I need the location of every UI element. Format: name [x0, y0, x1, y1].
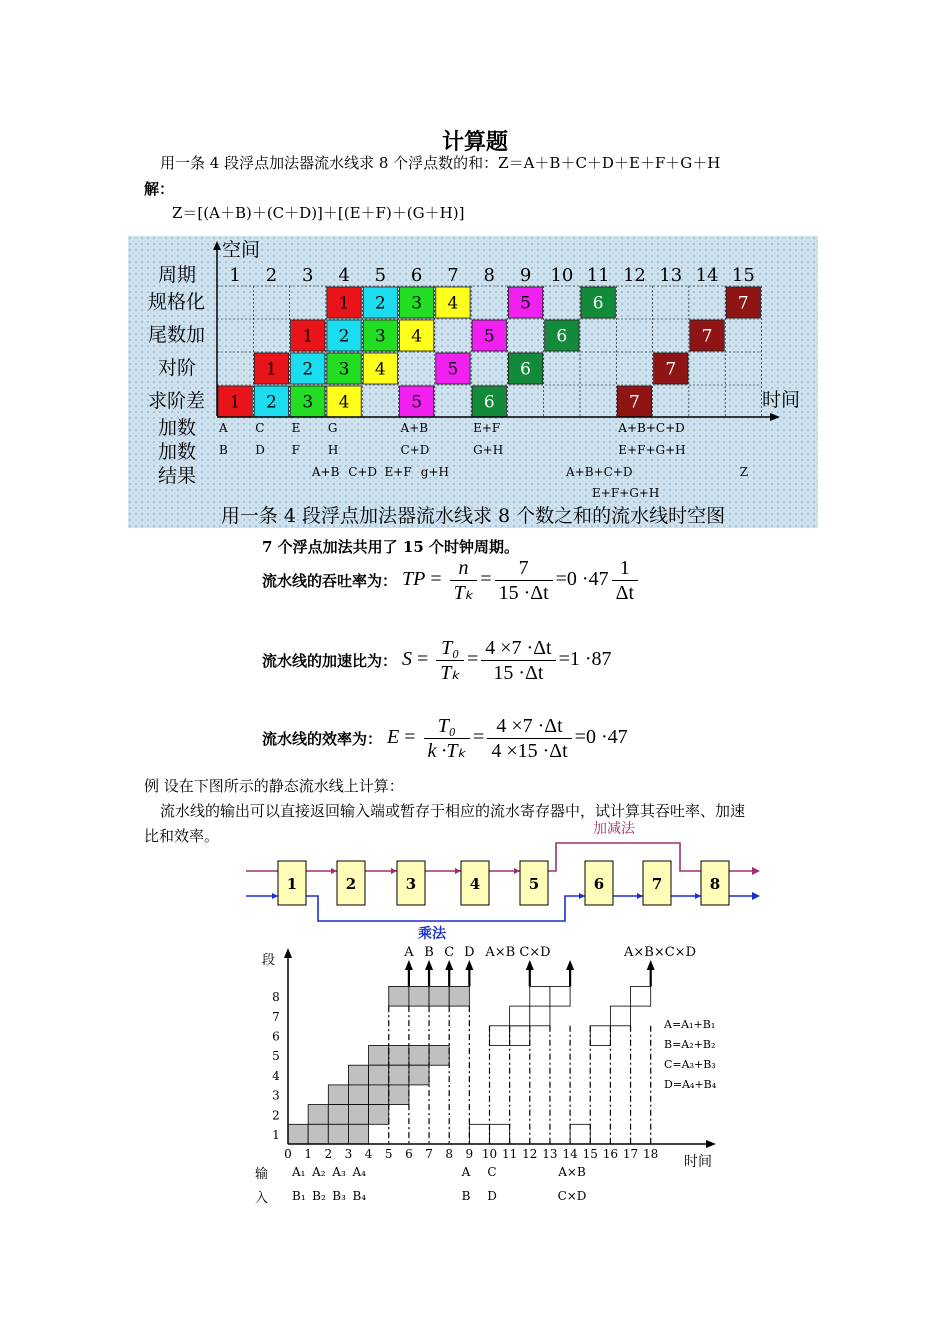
e-lhs: E [387, 726, 400, 749]
cycle-number: 1 [229, 265, 241, 286]
task-number: 3 [374, 326, 386, 347]
output-arrowhead [465, 960, 473, 970]
add-bypass [548, 843, 701, 871]
busy-cell [348, 1105, 368, 1125]
task-number: 6 [592, 293, 604, 314]
task-number: 3 [411, 293, 423, 314]
operand-2: G+H [473, 443, 504, 457]
s-result: =1 ·87 [558, 648, 612, 671]
add-sub-label: 加减法 [593, 821, 635, 837]
cycle-number: 14 [695, 265, 719, 286]
busy-cell [328, 1124, 348, 1144]
task-number: 2 [374, 293, 386, 314]
output-arrowhead [425, 960, 433, 970]
e-result: =0 ·47 [574, 726, 628, 749]
time-tick: 8 [445, 1147, 454, 1161]
stage-tick: 3 [272, 1088, 280, 1103]
operand-2: D [255, 443, 265, 457]
stage-tick: 1 [272, 1128, 280, 1142]
time-tick: 10 [481, 1147, 498, 1161]
busy-cell [369, 1085, 389, 1105]
space-label: 空间 [222, 239, 261, 261]
time-tick: 0 [284, 1147, 292, 1161]
input-b: B₄ [352, 1189, 367, 1203]
mul-arrow [579, 893, 585, 899]
stage-tick: 6 [272, 1029, 280, 1044]
busy-cell [409, 1046, 429, 1066]
result-label: E+F [384, 465, 412, 479]
busy-cell [348, 1065, 368, 1085]
cycle-number: 15 [731, 265, 755, 286]
input-label-2: 入 [255, 1191, 269, 1206]
mul-arrow [637, 893, 643, 899]
busy-cell [369, 1105, 389, 1125]
row-label-addend-1: 加数 [158, 417, 197, 439]
cycle-number: 3 [302, 265, 314, 286]
solution-label: 解： [144, 180, 175, 198]
s-lhs: S [402, 648, 413, 671]
pipeline-stage-number: 3 [405, 875, 417, 893]
task-number: 5 [483, 326, 495, 347]
stage-label-normalize: 规格化 [148, 291, 206, 313]
row-label-result: 结果 [158, 465, 197, 487]
tp-frac1-num: n [458, 557, 469, 579]
operand-1: A [219, 421, 228, 435]
output-arrowhead [405, 960, 413, 970]
busy-cell-mul [469, 1124, 489, 1144]
task-number: 7 [665, 359, 677, 380]
time-tick: 12 [522, 1147, 538, 1161]
time-tick: 13 [542, 1147, 558, 1161]
page-title: 计算题 [441, 129, 508, 155]
time-tick: 11 [502, 1147, 518, 1161]
busy-cell-mul [490, 1026, 510, 1046]
operand-1: E+F [473, 421, 501, 435]
time-tick: 9 [465, 1147, 474, 1161]
result-label-extra: E+F+G+H [592, 486, 660, 500]
task-number: 1 [266, 359, 277, 380]
row1-mid-c: C [487, 1165, 497, 1179]
cycle-number: 13 [659, 265, 683, 286]
result-label: Z [739, 465, 749, 479]
output-label: A [404, 945, 414, 960]
task-number: 5 [411, 392, 423, 413]
cycle-number: 9 [519, 265, 532, 286]
busy-cell-mul [510, 1026, 530, 1046]
cycle-number: 8 [483, 265, 495, 286]
operand-1: A+B+C+D [618, 421, 685, 435]
busy-cell [348, 1124, 368, 1144]
throughput-equation: 流水线的吞吐率为： TP = $\frac{n}{\text{Tₖ}}$ = $\frac{7}{15 \cdot\Delta t}$ =0 ·47 $\frac{1}{\Delta t}$ [262, 556, 641, 605]
input-a: A₃ [332, 1165, 346, 1179]
busy-cell [308, 1124, 328, 1144]
busy-cell [389, 986, 409, 1006]
busy-cell [369, 1065, 389, 1085]
e-frac2-num: 4 ×7 ·Δt [487, 714, 571, 739]
input-a: A₂ [312, 1165, 326, 1179]
result-label: A+B [311, 465, 340, 479]
output-label: C [444, 945, 455, 960]
busy-cell-mul [610, 1006, 630, 1026]
pipeline-stage-number: 4 [469, 875, 481, 893]
task-number: 7 [701, 326, 713, 347]
tp-lhs: TP [402, 568, 426, 591]
pipeline-stage-number: 7 [651, 875, 663, 893]
operand-1: G [327, 421, 338, 435]
pipeline-stage-number: 5 [528, 875, 540, 893]
pipeline-diagram [240, 815, 770, 945]
time-tick: 4 [364, 1147, 373, 1161]
operand-2: H [327, 443, 339, 457]
stage-label-align: 对阶 [158, 357, 197, 379]
task-number: 3 [302, 392, 314, 413]
cycle-number: 12 [622, 265, 646, 286]
busy-cell [348, 1085, 368, 1105]
example-intro: 例 设在下图所示的静态流水线上计算： [144, 777, 404, 795]
result-label: A+B+C+D [566, 465, 633, 479]
output-ab-cd: A×B C×D [485, 945, 551, 960]
busy-cell [429, 986, 449, 1006]
operand-2: B [219, 443, 228, 457]
timing-time-axis-arrow [706, 1140, 716, 1148]
tp-frac2-num: 7 [495, 556, 553, 581]
input-a: A₁ [292, 1165, 306, 1179]
legend-b: B=A₂+B₂ [664, 1038, 716, 1051]
row2-mid-b: B [461, 1189, 471, 1203]
efficiency-label: 流水线的效率为： [262, 730, 383, 748]
cycle-number: 7 [447, 265, 459, 286]
task-number: 2 [302, 359, 314, 380]
stage-tick: 2 [272, 1108, 280, 1123]
row2-end: C×D [557, 1189, 587, 1203]
throughput-label: 流水线的吞吐率为： [262, 572, 398, 590]
tp-frac1-den: Tₖ [453, 582, 474, 604]
output-arrowhead [566, 960, 574, 970]
task-number: 1 [229, 392, 241, 413]
output-label: D [464, 945, 475, 960]
example-text-1: 流水线的输出可以直接返回输入端或暂存于相应的流水寄存器中，试计算其吞吐率、加速 [160, 802, 746, 820]
busy-cell [389, 1046, 409, 1066]
time-tick: 7 [425, 1147, 433, 1161]
operand-2: F [291, 443, 300, 457]
tp-frac2-den: 15 ·Δt [498, 582, 549, 604]
cycle-number: 2 [265, 265, 278, 286]
timing-diagram [250, 940, 740, 1210]
busy-cell-mul [490, 1124, 510, 1144]
input-b: B₁ [292, 1189, 306, 1203]
time-tick: 5 [384, 1147, 393, 1161]
time-tick: 6 [405, 1147, 413, 1161]
cycle-number: 5 [374, 265, 387, 286]
busy-cell [389, 1065, 409, 1085]
task-number: 1 [338, 293, 350, 314]
cycle-number: 11 [586, 265, 610, 286]
busy-cell [288, 1124, 308, 1144]
operand-1: A+B [400, 421, 429, 435]
cycle-number: 10 [550, 265, 574, 286]
task-number: 5 [447, 359, 459, 380]
pipeline-stage-number: 6 [593, 875, 605, 893]
stage-tick: 7 [272, 1009, 280, 1024]
stage-label-exp-diff: 求阶差 [148, 390, 206, 412]
mul-out-arrow [752, 892, 760, 900]
operand-1: C [255, 421, 265, 435]
operand-1: E [291, 421, 301, 435]
legend-d: D=A₄+B₄ [664, 1078, 717, 1091]
tp-frac3-num: 1 [612, 556, 638, 581]
operand-2: E+F+G+H [618, 443, 686, 457]
input-label-1: 输 [255, 1167, 269, 1182]
s-frac1-num: T₀ [441, 637, 460, 659]
e-frac2-den: 4 ×15 ·Δt [491, 740, 568, 762]
timing-time-label: 时间 [684, 1154, 712, 1170]
busy-cell [409, 986, 429, 1006]
busy-cell-mul [530, 1006, 550, 1026]
s-frac2-den: 15 ·Δt [493, 662, 544, 684]
example-text-2: 比和效率。 [144, 827, 220, 845]
sum-formula: Z＝[(A＋B)＋(C＋D)]＋[(E＋F)＋(G＋H)] [172, 204, 465, 222]
time-tick: 16 [602, 1147, 619, 1161]
add-arrow [331, 868, 337, 874]
task-number: 4 [411, 326, 423, 347]
busy-cell-mul [530, 986, 550, 1006]
time-tick: 17 [622, 1147, 639, 1161]
busy-cell-mul [590, 1026, 610, 1046]
busy-cell-mul [550, 986, 570, 1006]
cycle-number: 6 [410, 265, 423, 286]
busy-cell [449, 986, 469, 1006]
time-tick: 1 [304, 1147, 312, 1161]
task-number: 6 [520, 359, 531, 380]
row1-mid-a: A [461, 1165, 471, 1179]
busy-cell [389, 1085, 409, 1105]
busy-cell-mul [510, 1006, 530, 1026]
add-arrow [455, 868, 461, 874]
space-time-diagram [128, 236, 818, 528]
stage-axis-arrow [284, 948, 292, 958]
mul-arrow [695, 893, 701, 899]
busy-cell [409, 1065, 429, 1085]
legend-a: A=A₁+B₁ [664, 1018, 716, 1031]
task-number: 4 [338, 392, 350, 413]
mul-arrow [272, 893, 278, 899]
task-number: 2 [266, 392, 277, 413]
result-label: g+H [420, 465, 450, 479]
speedup-equation: 流水线的加速比为： S = $\frac{\text{T₀}}{\text{Tₖ}}$ = $\frac{4 \times 7 \cdot\Delta t}{15 \cdot\Delta t}$ =1 ·87 [262, 637, 612, 684]
period-label: 周期 [158, 264, 197, 286]
input-b: B₃ [332, 1189, 346, 1203]
s-frac2-num: 4 ×7 ·Δt [481, 636, 555, 661]
input-a: A₄ [352, 1165, 366, 1179]
e-frac1-den: k ·Tₖ [427, 740, 467, 762]
pipeline-stage-number: 1 [286, 875, 298, 893]
busy-cell [308, 1105, 328, 1125]
stage-tick: 8 [272, 990, 280, 1005]
efficiency-equation: 流水线的效率为： E = $\frac{\text{T₀}}{\text{k ·Tₖ}}$ = $\frac{4 \times 7 \cdot\Delta t}{4 \times 15 \cdot\Delta t}$ =0 ·47 [262, 715, 628, 762]
add-arrow [391, 868, 397, 874]
diagram-caption: 用一条 4 段浮点加法器流水线求 8 个数之和的流水线时空图 [220, 505, 726, 527]
tp-frac3-den: Δt [615, 582, 635, 604]
e-frac1-num: T₀ [437, 715, 456, 737]
task-number: 2 [338, 326, 350, 347]
row2-mid-d: D [487, 1189, 497, 1203]
tp-result: =0 ·47 [555, 568, 609, 591]
task-number: 4 [374, 359, 386, 380]
time-tick: 14 [562, 1147, 578, 1161]
stage-tick: 4 [272, 1068, 280, 1083]
s-frac1-den: Tₖ [440, 662, 460, 684]
output-arrowhead [647, 960, 655, 970]
task-number: 3 [338, 359, 350, 380]
busy-cell-mul [631, 986, 651, 1006]
task-number: 7 [629, 392, 640, 413]
task-number: 7 [737, 293, 749, 314]
input-b: B₂ [312, 1189, 326, 1203]
busy-cell [328, 1105, 348, 1125]
multiply-label: 乘法 [418, 926, 446, 942]
operand-2: C+D [400, 443, 430, 457]
busy-cell [429, 1046, 449, 1066]
time-tick: 18 [643, 1147, 659, 1161]
speedup-label: 流水线的加速比为： [262, 652, 398, 670]
row1-end: A×B [558, 1165, 586, 1179]
busy-cell [328, 1085, 348, 1105]
legend-c: C=A₃+B₃ [664, 1058, 716, 1071]
row-label-addend-2: 加数 [158, 441, 197, 463]
cycles-note: 7 个浮点加法共用了 15 个时钟周期。 [262, 538, 519, 556]
output-arrowhead [526, 960, 534, 970]
stage-axis-label: 段 [262, 953, 276, 968]
pipeline-stage-number: 8 [709, 875, 721, 893]
time-tick: 15 [582, 1147, 598, 1161]
time-tick: 2 [324, 1147, 333, 1161]
output-arrowhead [445, 960, 453, 970]
add-out-arrow [752, 867, 760, 875]
output-label: B [424, 945, 434, 960]
problem-statement: 用一条 4 段浮点加法器流水线求 8 个浮点数的和：Z＝A＋B＋C＋D＋E＋F＋G＋H [160, 154, 721, 172]
task-number: 6 [483, 392, 495, 413]
time-label: 时间 [762, 389, 801, 411]
stage-label-mantissa-add: 尾数加 [148, 324, 206, 346]
cycle-number: 4 [338, 265, 350, 286]
task-number: 1 [302, 326, 314, 347]
task-number: 4 [447, 293, 459, 314]
busy-cell-mul [570, 1124, 590, 1144]
add-arrow [514, 868, 520, 874]
stage-tick: 5 [272, 1049, 280, 1064]
task-number: 5 [520, 293, 531, 314]
result-label: C+D [348, 465, 378, 479]
output-abcd: A×B×C×D [624, 945, 696, 960]
pipeline-stage-number: 2 [345, 875, 357, 893]
time-tick: 3 [344, 1147, 353, 1161]
busy-cell [369, 1046, 389, 1066]
task-number: 6 [556, 326, 568, 347]
